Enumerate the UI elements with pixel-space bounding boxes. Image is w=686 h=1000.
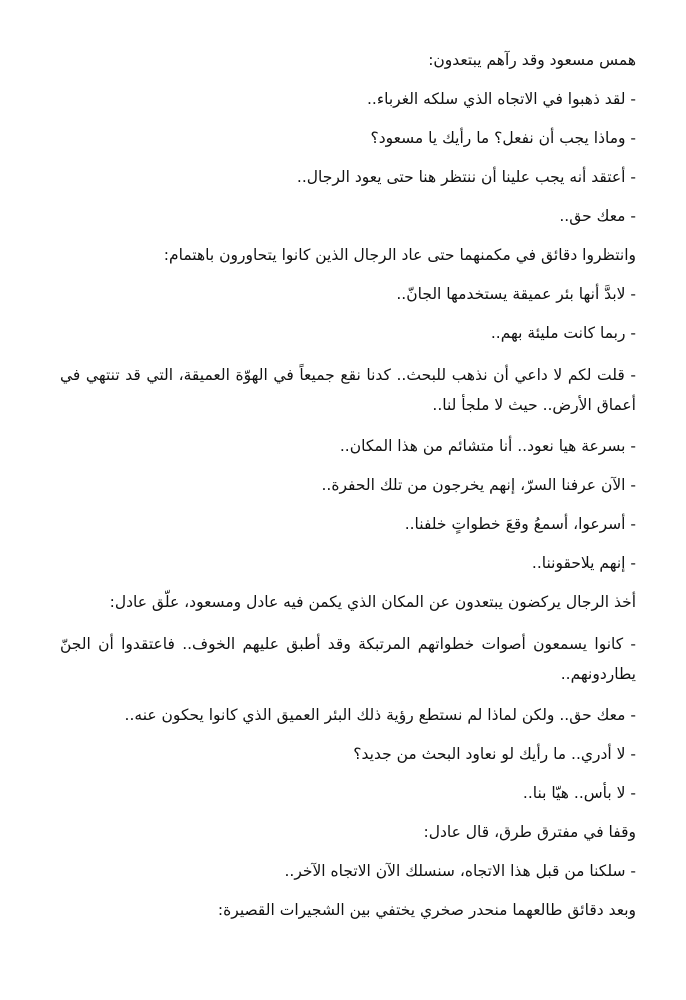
paragraph-dialogue: - الآن عرفنا السرّ، إنهم يخرجون من تلك الحفرة.. <box>321 476 636 494</box>
paragraph-dialogue: - سلكنا من قبل هذا الاتجاه، سنسلك الآن الاتجاه الآخر.. <box>284 862 636 880</box>
paragraph-dialogue: - معك حق.. ولكن لماذا لم نستطع رؤية ذلك البئر العميق الذي كانوا يحكون عنه.. <box>124 706 636 724</box>
document-page <box>60 48 636 937</box>
paragraph-dialogue: - ربما كانت مليئة بهم.. <box>490 324 636 342</box>
paragraph-dialogue: - قلت لكم لا داعي أن نذهب للبحث.. كدنا نقع جميعاً في الهوّة العميقة، التي قد تنتهي في أعماق الأرض.. حيث لا ملجأ لنا.. <box>60 366 636 414</box>
paragraph-narration: همس مسعود وقد رآهم يبتعدون: <box>428 51 636 69</box>
paragraph-narration: أخذ الرجال يركضون يبتعدون عن المكان الذي يكمن فيه عادل ومسعود، علّق عادل: <box>109 593 636 611</box>
paragraph-dialogue: - وماذا يجب أن نفعل؟ ما رأيك يا مسعود؟ <box>370 129 636 147</box>
paragraph-narration: وبعد دقائق طالعهما منحدر صخري يختفي بين الشجيرات القصيرة: <box>217 901 636 919</box>
paragraph-dialogue: - لا بأس.. هيّا بنا.. <box>522 784 636 802</box>
paragraph-narration: وقفا في مفترق طرق، قال عادل: <box>423 823 636 841</box>
paragraph-dialogue: - كانوا يسمعون أصوات خطواتهم المرتبكة وقد أطبق عليهم الخوف.. فاعتقدوا أن الجنّ يطاردونهم.. <box>60 635 636 683</box>
paragraph-dialogue: - إنهم يلاحقوننا.. <box>531 554 636 572</box>
paragraph-dialogue: - لا أدري.. ما رأيك لو نعاود البحث من جديد؟ <box>353 745 636 763</box>
paragraph-dialogue: - أسرعوا، أسمعُ وقعَ خطواتٍ خلفنا.. <box>404 515 636 533</box>
paragraph-dialogue: - لابدَّ أنها بئر عميقة يستخدمها الجانّ.. <box>396 285 636 303</box>
paragraph-dialogue: - لقد ذهبوا في الاتجاه الذي سلكه الغرباء.. <box>366 90 636 108</box>
paragraph-narration: وانتظروا دقائق في مكمنهما حتى عاد الرجال الذين كانوا يتحاورون باهتمام: <box>163 246 636 264</box>
paragraph-dialogue: - بسرعة هيا نعود.. أنا متشائم من هذا المكان.. <box>339 437 636 455</box>
paragraph-dialogue: - أعتقد أنه يجب علينا أن ننتظر هنا حتى يعود الرجال.. <box>296 168 636 186</box>
paragraph-dialogue: - معك حق.. <box>559 207 636 225</box>
